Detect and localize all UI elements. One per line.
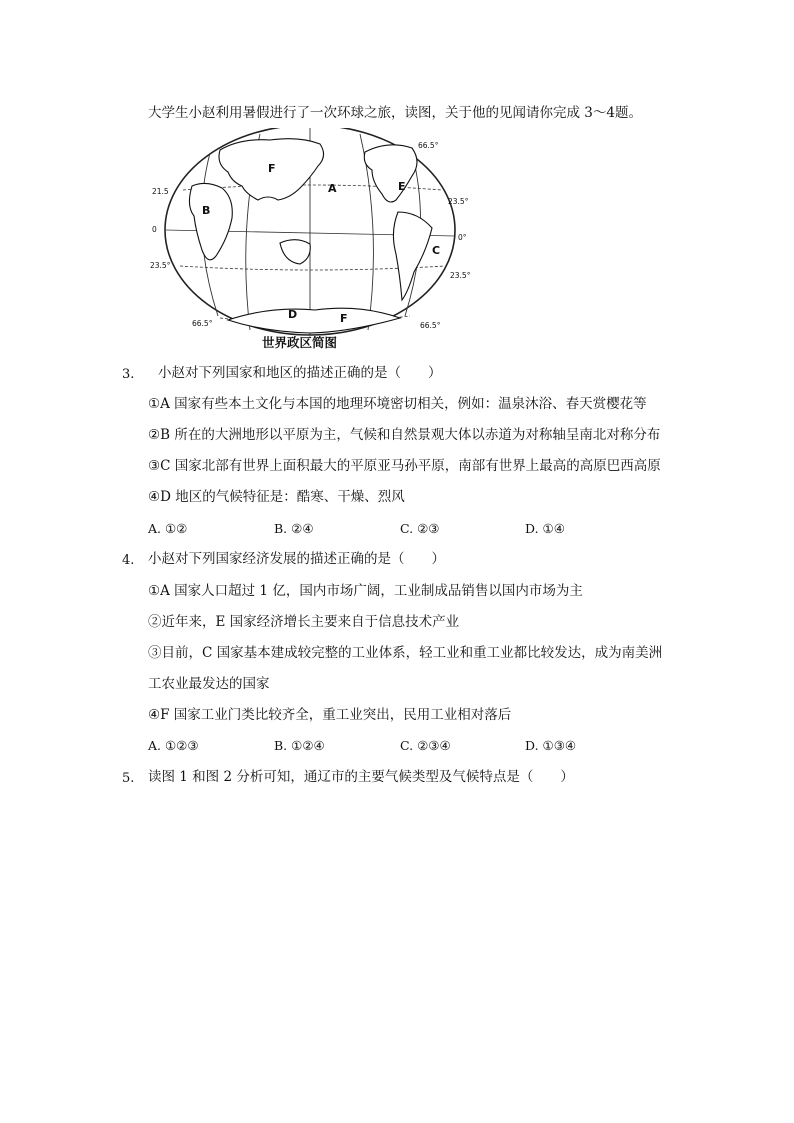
statement-item: 工农业最发达的国家 <box>148 676 270 692</box>
region-label: C <box>432 244 441 257</box>
region-label: D <box>288 308 298 321</box>
answer-option[interactable]: B. ①②④ <box>274 738 325 753</box>
lat-label: 0 <box>152 225 157 234</box>
statement-item: ①A 国家有些本土文化与本国的地理环境密切相关，例如：温泉沐浴、春天赏樱花等 <box>148 396 647 412</box>
continents <box>189 139 432 333</box>
question-number: 3. <box>122 367 135 382</box>
answer-option[interactable]: A. ①② <box>148 521 188 536</box>
intro-text: 大学生小赵利用暑假进行了一次环球之旅，读图，关于他的见闻请你完成 3～4题。 <box>148 105 642 121</box>
region-label: E <box>398 180 406 193</box>
region-label: A <box>328 182 337 195</box>
lat-label: 66.5° <box>192 319 213 328</box>
question-stem: 读图 1 和图 2 分析可知，通辽市的主要气候类型及气候特点是（ ） <box>148 769 574 785</box>
answer-option[interactable]: C. ②③ <box>400 521 440 536</box>
lat-label: 23.5° <box>448 197 469 206</box>
statement-item: ④D 地区的气候特征是：酷寒、干燥、烈风 <box>148 489 405 505</box>
region-label: B <box>202 204 211 217</box>
question-number: 5. <box>122 771 135 786</box>
lat-label: 0° <box>458 233 467 242</box>
lat-label: 23.5° <box>150 261 171 270</box>
region-label: F <box>268 162 276 175</box>
statement-item: ③C 国家北部有世界上面积最大的平原亚马孙平原，南部有世界上最高的高原巴西高原 <box>148 458 661 474</box>
answer-option[interactable]: C. ②③④ <box>400 738 451 753</box>
statement-item: ②近年来，E 国家经济增长主要来自于信息技术产业 <box>148 614 460 630</box>
lat-label: 23.5° <box>450 271 471 280</box>
map-caption: 世界政区简图 <box>262 335 338 350</box>
question-stem: 小赵对下列国家和地区的描述正确的是（ ） <box>158 365 442 381</box>
region-label: F <box>340 312 348 325</box>
world-political-map <box>150 128 480 350</box>
question-number: 4. <box>122 553 135 568</box>
lat-label: 66.5° <box>418 141 439 150</box>
statement-item: ③目前，C 国家基本建成较完整的工业体系，轻工业和重工业都比较发达，成为南美洲 <box>148 645 663 661</box>
lat-label: 21.5 <box>152 187 169 196</box>
lat-label: 66.5° <box>420 321 441 330</box>
answer-option[interactable]: A. ①②③ <box>148 738 199 753</box>
statement-item: ②B 所在的大洲地形以平原为主，气候和自然景观大体以赤道为对称轴呈南北对称分布 <box>148 427 661 443</box>
answer-option[interactable]: D. ①③④ <box>525 738 577 753</box>
question-stem: 小赵对下列国家经济发展的描述正确的是（ ） <box>148 551 445 567</box>
answer-option[interactable]: D. ①④ <box>525 521 565 536</box>
statement-item: ①A 国家人口超过 1 亿，国内市场广阔，工业制成品销售以国内市场为主 <box>148 583 583 599</box>
answer-option[interactable]: B. ②④ <box>274 521 314 536</box>
statement-item: ④F 国家工业门类比较齐全，重工业突出，民用工业相对落后 <box>148 707 512 723</box>
